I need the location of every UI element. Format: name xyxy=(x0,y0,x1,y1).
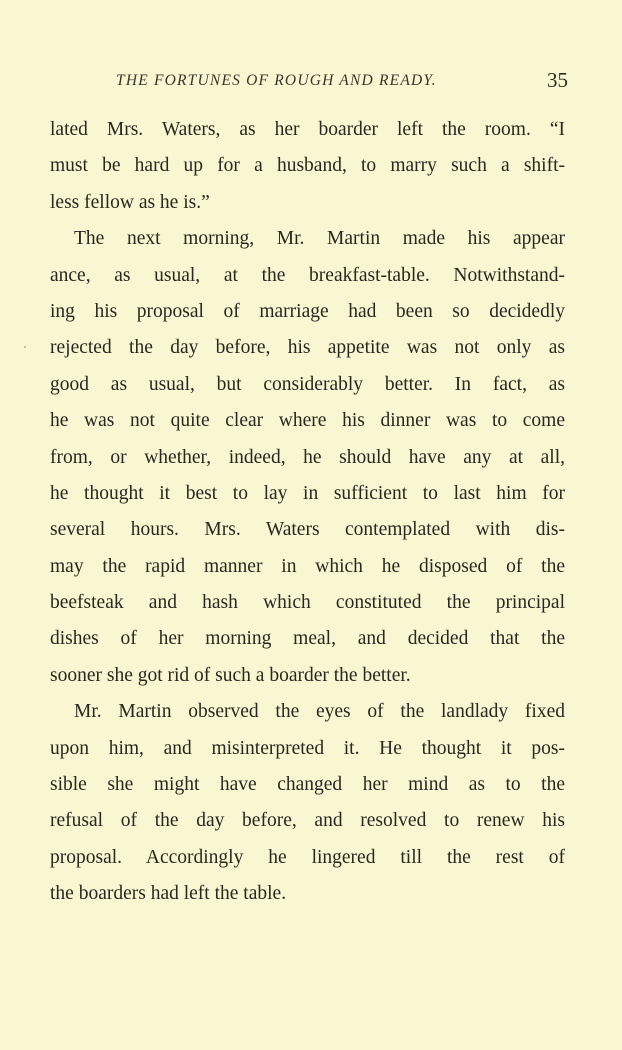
paragraph-2 xyxy=(50,221,565,694)
text-line: from, or whether, indeed, he should have any at all, xyxy=(50,446,565,468)
text-line: upon him, and misinterpreted it. He thought it pos- xyxy=(50,737,565,759)
text-line: several hours. Mrs. Waters contemplated with dis- xyxy=(50,519,565,541)
text-line: sooner she got rid of such a boarder the better. xyxy=(50,664,411,686)
paragraph-1 xyxy=(50,112,565,221)
text-line: may the rapid manner in which he disposed of the xyxy=(50,555,565,577)
text-line: proposal. Accordingly he lingered till the rest of xyxy=(50,846,565,868)
running-title: THE FORTUNES OF ROUGH AND READY. xyxy=(116,72,437,89)
text-line: he thought it best to lay in sufficient to last him for xyxy=(50,482,565,504)
text-line: refusal of the day before, and resolved to renew his xyxy=(50,810,565,832)
running-head xyxy=(50,68,568,94)
text-line: less fellow as he is.” xyxy=(50,191,210,213)
text-line: dishes of her morning meal, and decided that the xyxy=(50,628,565,650)
text-line: ance, as usual, at the breakfast-table. Notwithstand- xyxy=(50,264,565,286)
paragraph-3 xyxy=(50,694,565,912)
text-line: The next morning, Mr. Martin made his appear xyxy=(74,228,565,250)
body-text xyxy=(50,112,565,913)
text-line: sible she might have changed her mind as to the xyxy=(50,774,565,796)
text-line: the boarders had left the table. xyxy=(50,883,287,905)
page-number: 35 xyxy=(547,68,568,92)
text-line: must be hard up for a husband, to marry such a shift- xyxy=(50,155,565,177)
text-line: Mr. Martin observed the eyes of the landlady fixed xyxy=(74,701,565,723)
text-line: rejected the day before, his appetite was not only as xyxy=(50,337,565,359)
margin-speck xyxy=(24,346,26,348)
text-line: beefsteak and hash which constituted the principal xyxy=(50,592,565,614)
text-line: good as usual, but considerably better. In fact, as xyxy=(50,373,565,395)
text-line: lated Mrs. Waters, as her boarder left the room. “I xyxy=(50,119,565,140)
text-line: he was not quite clear where his dinner was to come xyxy=(50,410,565,432)
text-line: ing his proposal of marriage had been so decidedly xyxy=(50,300,565,322)
